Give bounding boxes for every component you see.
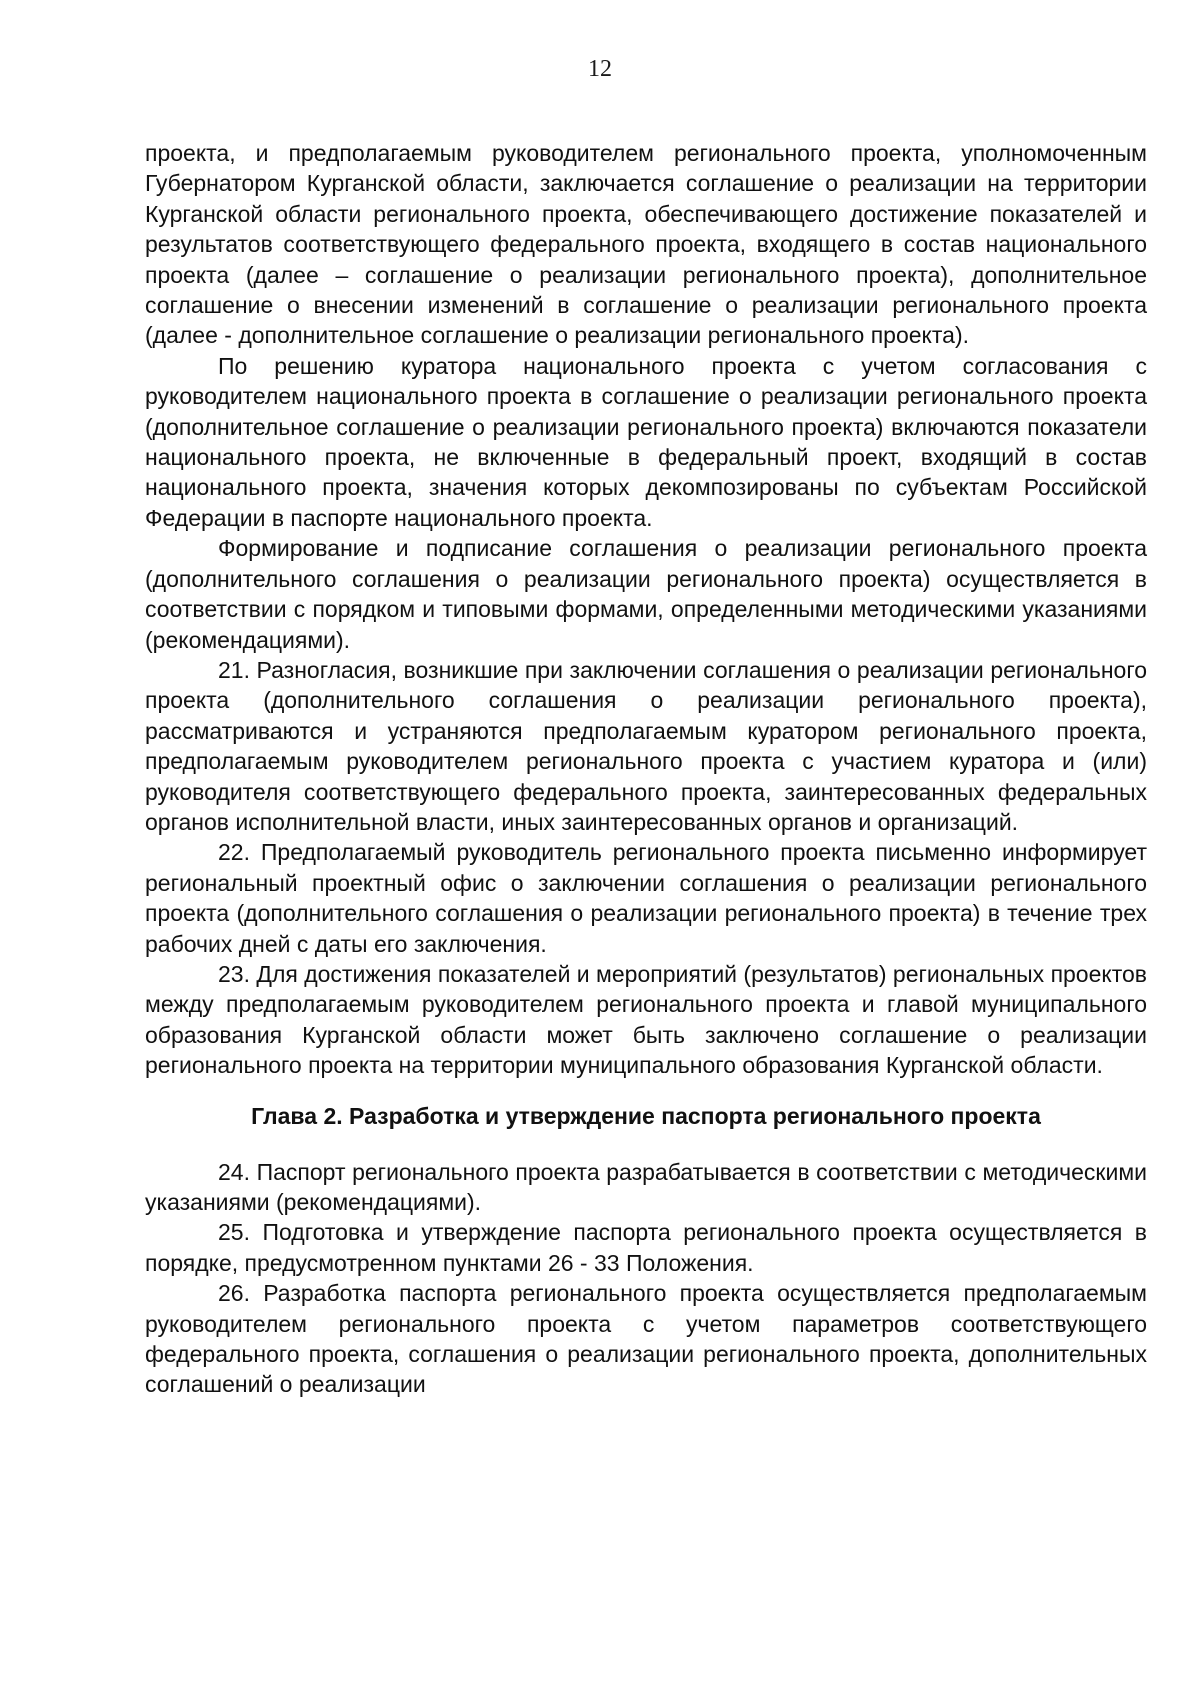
paragraph-item-21: 21. Разногласия, возникшие при заключении соглашения о реализации регионального проекта (дополнительного соглашения о реализации регионального проекта), рассматриваются и устраняются предполагаемым куратором регионального проекта, предполагаемым руководителем регионального проекта с участием куратора и (или) руководителя соответствующего федерального проекта, заинтересованных федеральных органов исполнительной власти, иных заинтересованных органов и организаций.	[145, 656, 1147, 835]
paragraph-item-22: 22. Предполагаемый руководитель регионального проекта письменно информирует региональный проектный офис о заключении соглашения о реализации регионального проекта (дополнительного соглашения о реализации регионального проекта) в течение трех рабочих дней с даты его заключения.	[145, 839, 1147, 957]
paragraph-item-23: 23. Для достижения показателей и мероприятий (результатов) региональных проектов между предполагаемым руководителем регионального проекта и главой муниципального образования Курганской области может быть заключено соглашение о реализации регионального проекта на территории муниципального образования Курганской области.	[145, 960, 1147, 1079]
paragraph-item-26: 26. Разработка паспорта регионального проекта осуществляется предполагаемым руководителем регионального проекта с учетом параметров соответствующего федерального проекта, соглашения о реализации регионального проекта, дополнительных соглашений о реализации	[145, 1280, 1147, 1398]
paragraph: По решению куратора национального проекта с учетом согласования с руководителем национального проекта в соглашение о реализации регионального проекта (дополнительное соглашение о реализации регионального проекта) включаются показатели национального проекта, не включенные в федеральный проект, входящий в состав национального проекта, значения которых декомпозированы по субъектам Российской Федерации в паспорте национального проекта.	[145, 352, 1147, 531]
paragraph-continuation: проекта, и предполагаемым руководителем регионального проекта, уполномоченным Губернатором Курганской области, заключается соглашение о реализации на территории Курганской области регионального проекта, обеспечивающего достижение показателей и результатов соответствующего федерального проекта, входящего в состав национального проекта (далее – соглашение о реализации регионального проекта), дополнительное соглашение о внесении изменений в соглашение о реализации регионального проекта (далее - дополнительное соглашение о реализации регионального проекта).	[145, 140, 1147, 349]
paragraph: Формирование и подписание соглашения о реализации регионального проекта (дополнительного соглашения о реализации регионального проекта) осуществляется в соответствии с порядком и типовыми формами, определенными методическими указаниями (рекомендациями).	[145, 535, 1147, 653]
page-number: 12	[588, 56, 612, 82]
document-body	[145, 138, 1147, 1400]
chapter-title: Глава 2. Разработка и утверждение паспорта регионального проекта	[251, 1102, 1041, 1129]
paragraph-item-24: 24. Паспорт регионального проекта разрабатывается в соответствии с методическими указаниями (рекомендациями).	[145, 1158, 1147, 1215]
paragraph-item-25: 25. Подготовка и утверждение паспорта регионального проекта осуществляется в порядке, предусмотренном пунктами 26 - 33 Положения.	[145, 1219, 1147, 1276]
